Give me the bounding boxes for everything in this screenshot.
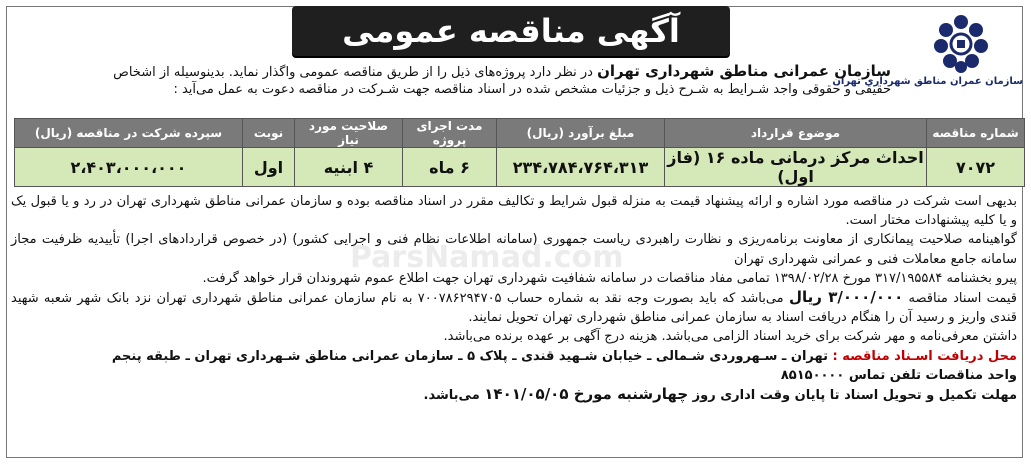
- tender-table: [14, 118, 1025, 187]
- header-qualification: صلاحیت مورد نیاز: [295, 119, 403, 148]
- intro-line-1: [6, 62, 891, 82]
- paragraph-circular: پیرو بخشنامه ۳۱۷/۱۹۵۵۸۴ مورخ ۱۳۹۸/۰۲/۲۸ تمامی مفاد مناقصات در سامانه شفافیت شهرداری تهران جهت اطلاع عموم شهروندان قرار خواهد گرفت.: [202, 270, 1017, 286]
- header-tender-number: شماره مناقصه: [927, 119, 1025, 148]
- cell-qualification: ۴ ابنیه: [295, 148, 403, 187]
- org-name: سازمان عمرانی مناطق شهرداری تهران: [597, 62, 891, 80]
- cell-deposit: ۲،۴۰۳،۰۰۰،۰۰۰: [15, 148, 243, 187]
- cell-contract-subject: احداث مرکز درمانی ماده ۱۶ (فاز اول): [665, 148, 927, 187]
- intro-line-2: حقیقی و حقوقی واجد شـرایط به شـرح ذیل و جزئیات مشخص شده در اسناد مناقصه جهت شـرکت در مناقصه دعوت به عمل می‌آید :: [173, 82, 891, 97]
- ad-body: [11, 192, 1017, 405]
- paragraph-terms: بدیهی است شرکت در مناقصه مورد اشاره و ارائه پیشنهاد قیمت به منزله قبول شرایط و تکالیف مقرر در اسناد مناقصه بوده و سازمان عمرانی مناطق شهرداری تهران در رد و یا قبول یک و یا کلیه پیشنهادات مختار است.: [11, 194, 1017, 229]
- paragraph-certificate: گواهینامه صلاحیت پیمانکاری از معاونت برنامه‌ریزی و نظارت راهبردی ریاست جمهوری (سامانه اطلاعات نظام فنی و اجرایی کشور) (در خصوص قراردادهای اجرا) تأییدیه ظرفیت مجاز سامانه جامع معاملات فنی و عمرانی شهرداری تهران: [11, 232, 1017, 267]
- cell-estimated-amount: ۲۳۴،۷۸۴،۷۶۴،۳۱۳: [497, 148, 665, 187]
- deadline-date: چهارشنبه مورخ ۱۴۰۱/۰۵/۰۵: [484, 385, 689, 404]
- header-contract-subject: موضوع قرارداد: [665, 119, 927, 148]
- header-deposit: سپرده شرکت در مناقصه (ریال): [15, 119, 243, 148]
- cell-round: اول: [243, 148, 295, 187]
- header-estimated-amount: مبلغ برآورد (ریال): [497, 119, 665, 148]
- paragraph-phone: واحد مناقصات تلفن تماس ۸۵۱۵۰۰۰۰: [780, 367, 1017, 383]
- logo-text: سازمان عمران مناطق شهرداری تهران: [832, 76, 1023, 87]
- org-logo: [832, 12, 1023, 98]
- cell-duration: ۶ ماه: [403, 148, 497, 187]
- header-duration: مدت اجرای پروژه: [403, 119, 497, 148]
- price-details: می‌باشد که باید بصورت وجه نقد به شماره حساب ۷۰۰۷۸۶۲۹۴۷۰۵ به نام سازمان عمرانی مناطق شهرداری تهران نزد بانک شهر شعبه شهید قندی واریز و رسید آن را هنگام دریافت اسناد به سازمان عمرانی مناطق شهرداری تهران تحویل نمایند.: [11, 291, 1017, 326]
- deadline-intro: مهلت تکمیل و تحویل اسناد تا پایان وقت اداری روز: [688, 388, 1017, 404]
- address-label: محل دریافت اسـناد مناقصه :: [832, 348, 1017, 364]
- paragraph-requirements: داشتن معرفی‌نامه و مهر شرکت برای خرید اسناد الزامی می‌باشد. هزینه درج آگهی بر عهده برنده می‌باشد.: [443, 329, 1017, 345]
- flower-logo-icon: [926, 12, 996, 74]
- paragraph-deadline: [11, 385, 1017, 405]
- paragraph-address: [11, 347, 1017, 366]
- document-price: ۳/۰۰۰/۰۰۰ ریال: [788, 288, 904, 307]
- table-row: [15, 148, 1025, 187]
- address-text: تهران ـ سـهروردی شـمالی ـ خیابان شـهید قندی ـ پلاک ۵ ـ سازمان عمرانی مناطق شـهرداری تهران ـ طبقه پنجم: [111, 348, 833, 364]
- price-intro: قیمت اسناد مناقصه: [903, 291, 1018, 307]
- table-header-row: [15, 119, 1025, 148]
- cell-tender-number: ۷۰۷۲: [927, 148, 1025, 187]
- intro-line-1-rest: در نظر دارد پروژه‌های ذیل را از طریق مناقصه عمومی واگذار نماید. بدینوسیله از اشخاص: [113, 65, 598, 80]
- deadline-end: می‌باشد.: [423, 388, 485, 404]
- paragraph-document-price: [11, 288, 1017, 327]
- ad-banner-title: آگهی مناقصه عمومی: [292, 6, 730, 56]
- header-round: نوبت: [243, 119, 295, 148]
- watermark-text: ParsNamad.com: [350, 240, 624, 275]
